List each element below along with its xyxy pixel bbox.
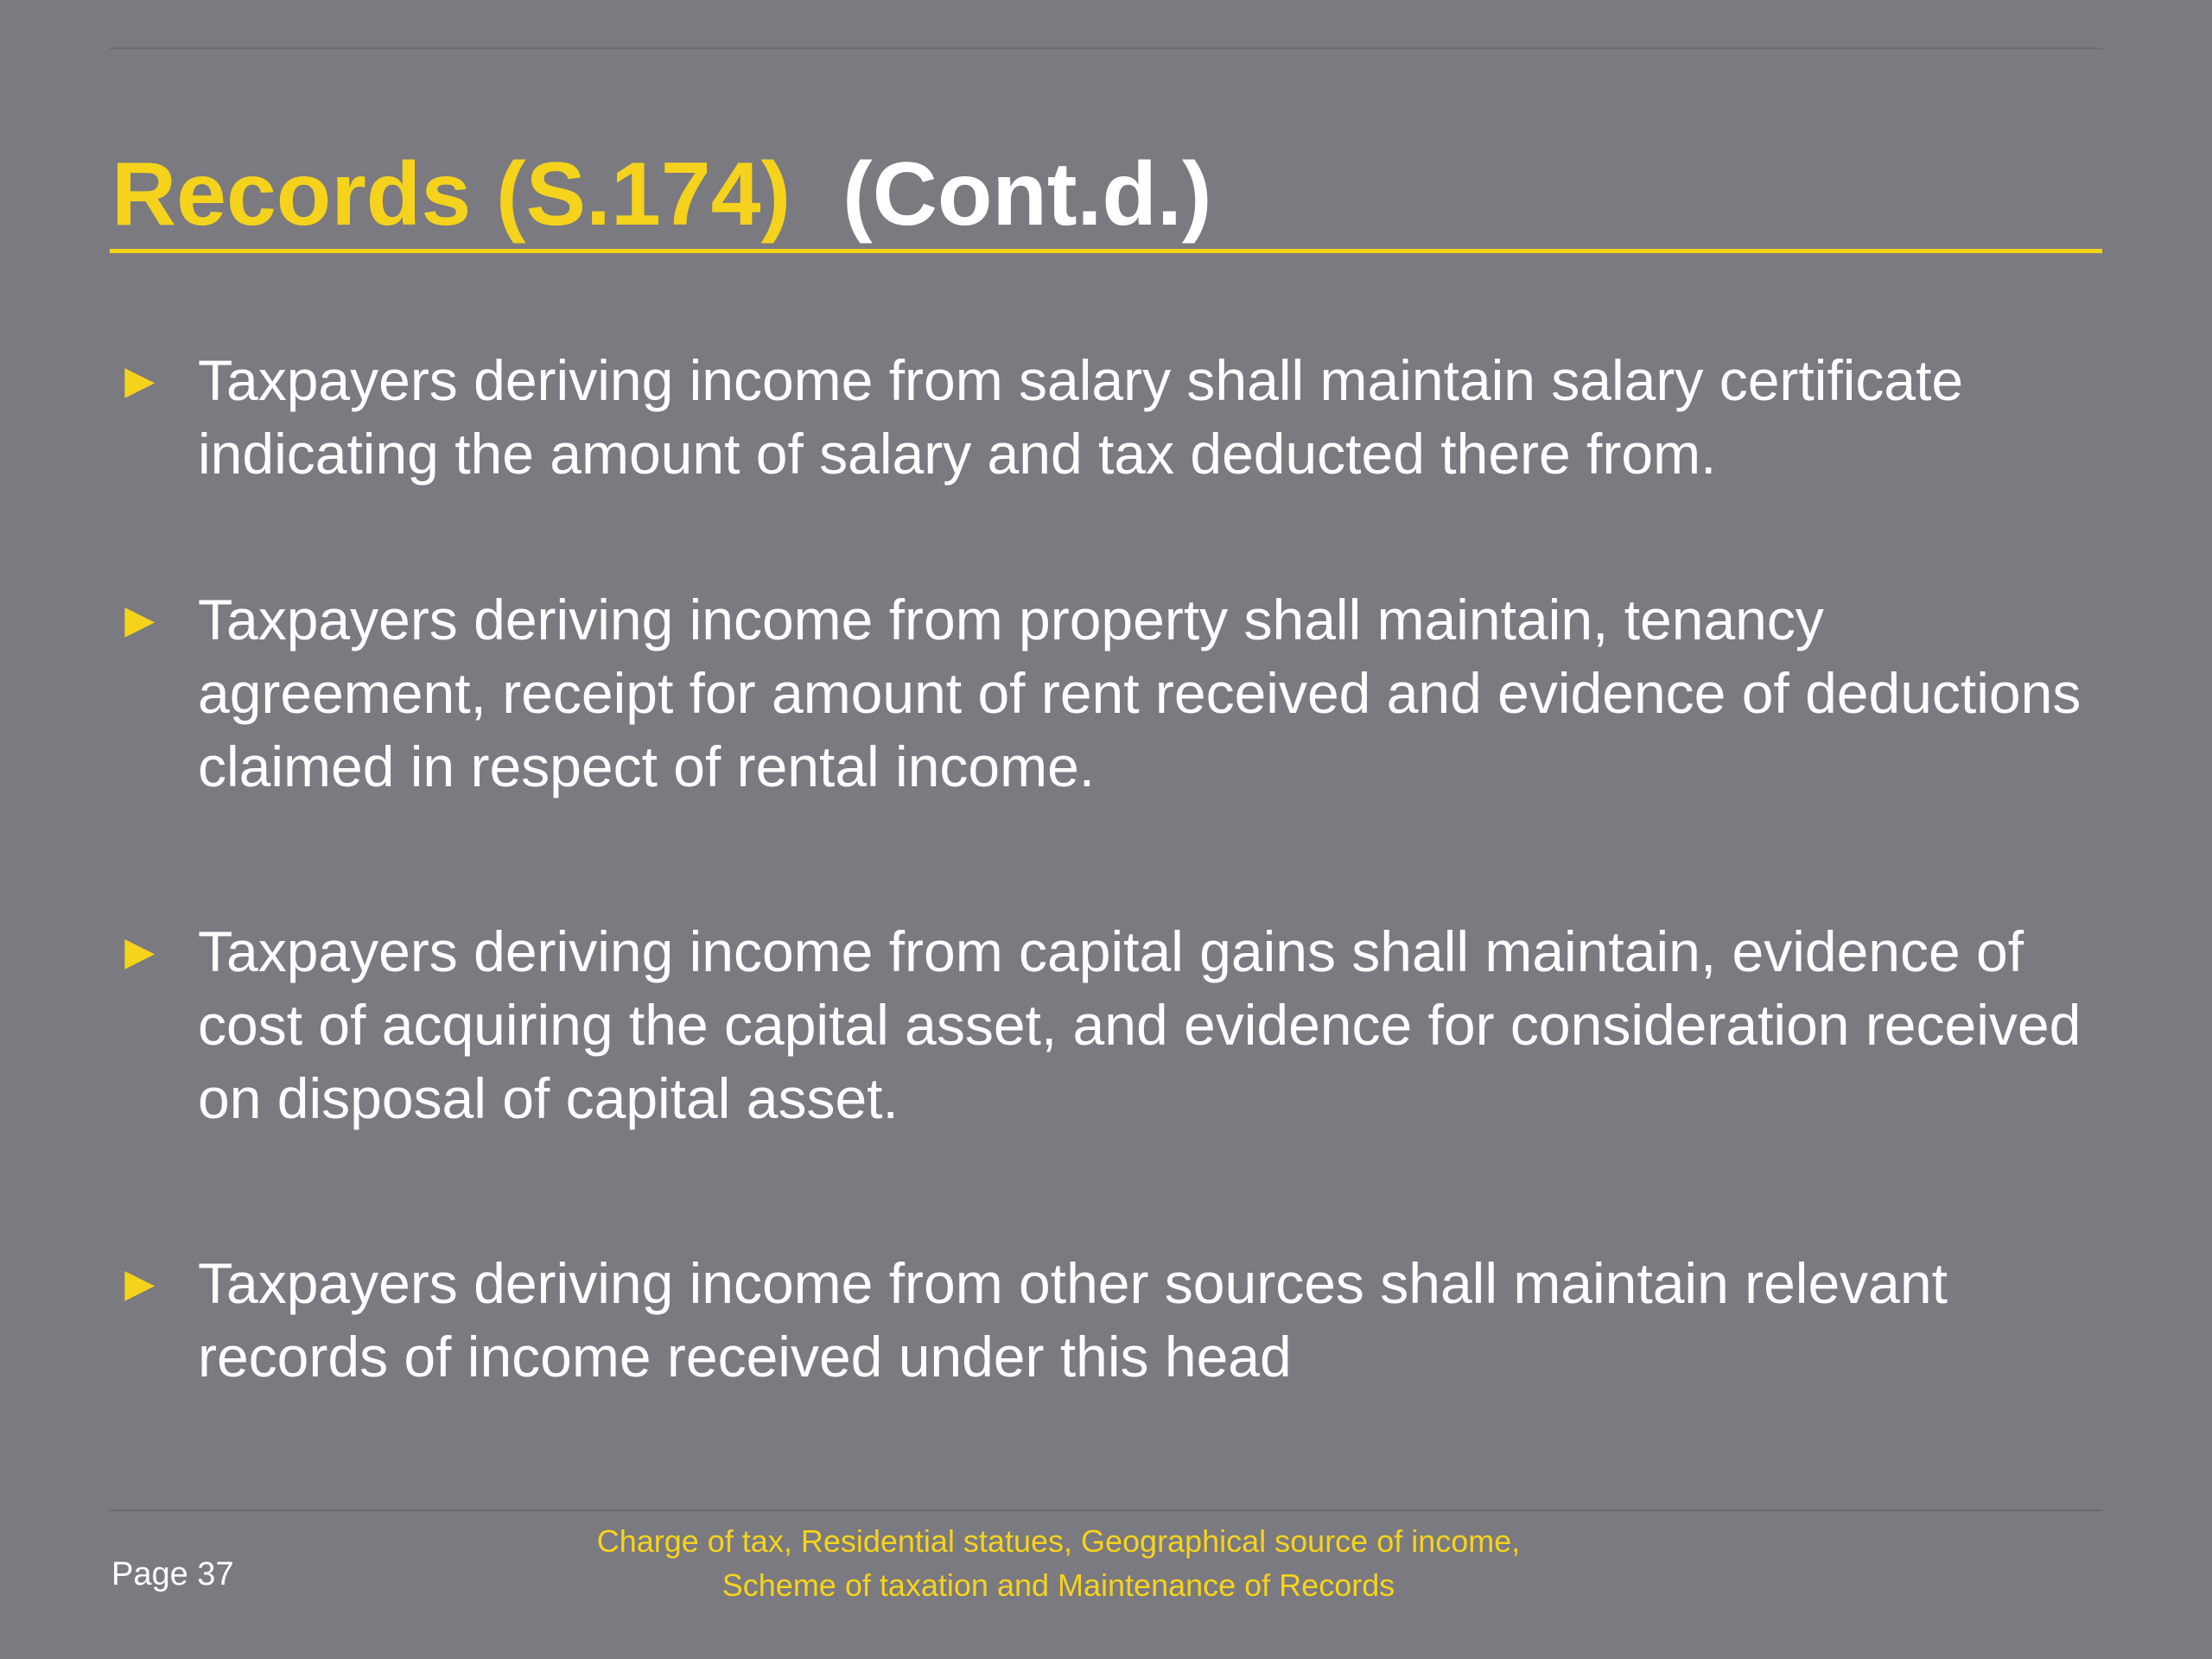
- page-number: Page 37: [111, 1556, 234, 1592]
- bullet-item-salary: [115, 344, 2120, 491]
- triangle-bullet-icon: ►: [115, 353, 165, 409]
- bullet-item-capital-gains: [115, 915, 2120, 1135]
- footer-caption-line-2: Scheme of taxation and Maintenance of Records: [721, 1567, 1395, 1603]
- bullet-text: Taxpayers deriving income from salary shall maintain salary certificate indicating the amount of salary and tax deducted there from.: [198, 348, 1964, 486]
- footer-caption: [518, 1519, 1599, 1607]
- bullet-text: Taxpayers deriving income from capital gains shall maintain, evidence of cost of acquiring the capital asset, and evidence for consideration received on disposal of capital asset.: [198, 919, 2082, 1130]
- bullet-text: Taxpayers deriving income from other sources shall maintain relevant records of income received under this head: [198, 1251, 1948, 1389]
- top-divider: [110, 48, 2102, 49]
- bullet-item-other-sources: [115, 1247, 2120, 1394]
- bullet-text: Taxpayers deriving income from property shall maintain, tenancy agreement, receipt for amount of rent received and evidence of deductions claimed in respect of rental income.: [198, 588, 2082, 798]
- slide-title: [111, 138, 1211, 251]
- title-underline: [110, 249, 2102, 253]
- bullet-item-property: [115, 583, 2120, 804]
- triangle-bullet-icon: ►: [115, 592, 165, 648]
- footer-caption-line-1: Charge of tax, Residential statues, Geographical source of income,: [596, 1523, 1521, 1559]
- title-continued: (Cont.d.): [842, 144, 1212, 245]
- footer-divider: [110, 1510, 2102, 1511]
- title-main: Records (S.174): [111, 144, 791, 245]
- triangle-bullet-icon: ►: [115, 924, 165, 980]
- triangle-bullet-icon: ►: [115, 1255, 165, 1312]
